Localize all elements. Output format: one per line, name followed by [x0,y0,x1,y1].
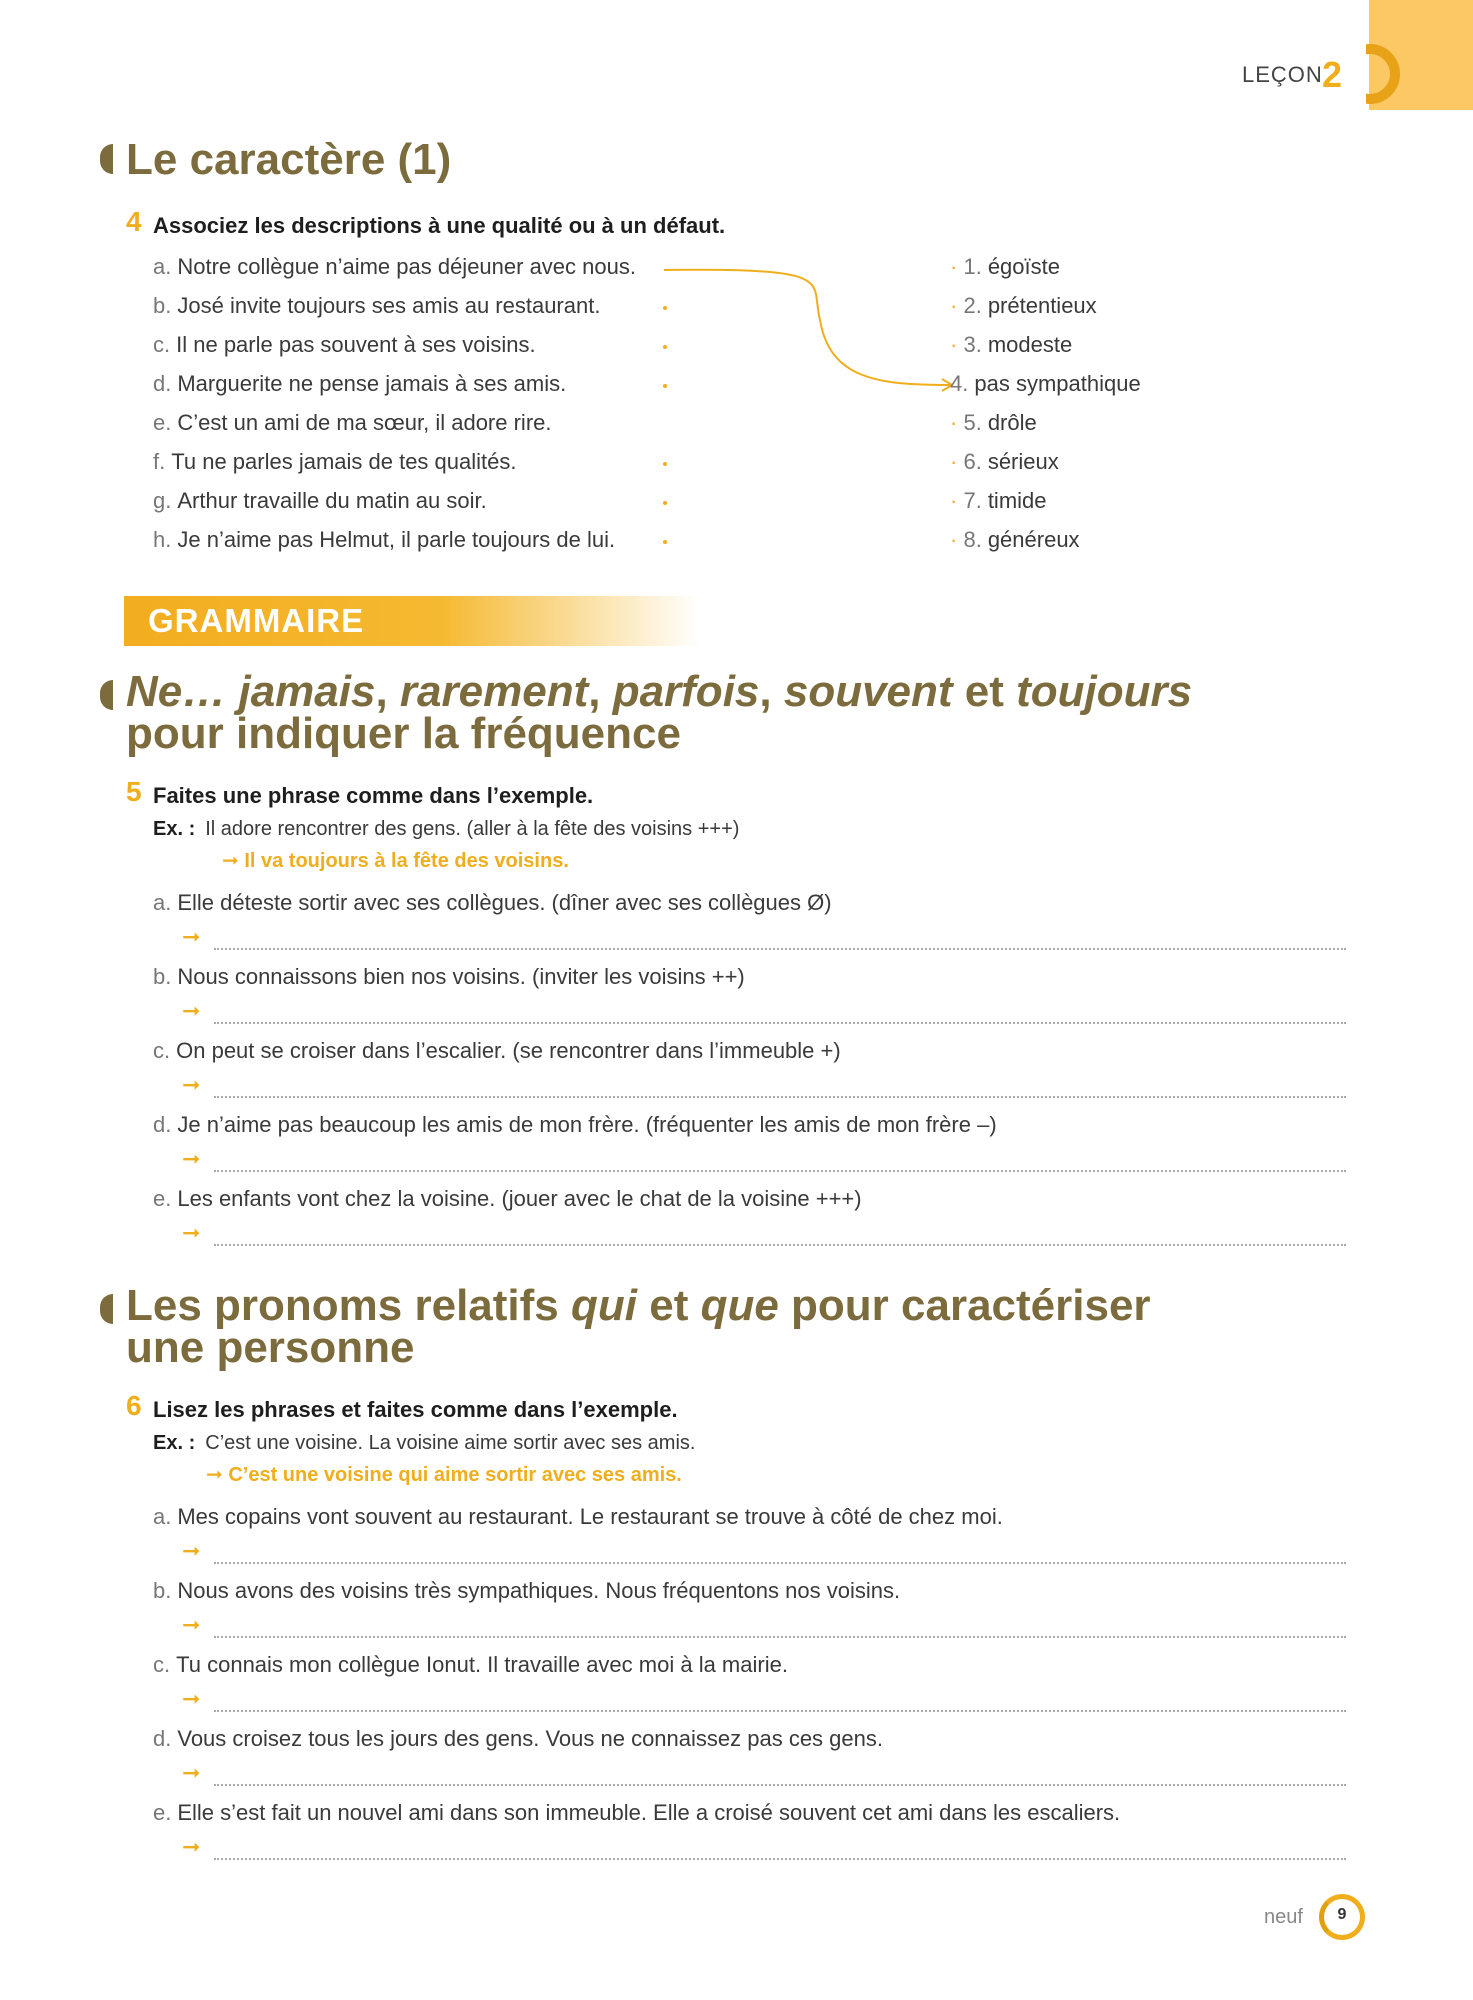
section2-title-line1: Ne… jamais, rarement, parfois, souvent et toujours [126,667,1193,716]
arrow-icon: ➞ [182,1538,201,1563]
lecon-number: 2 [1322,54,1343,95]
example-answer: ➞ C’est une voisine qui aime sortir avec ses amis. [206,1464,682,1486]
lecon-circle-icon [1366,44,1400,104]
arrow-icon: ➞ [182,1220,201,1245]
match-item: c. Il ne parle pas souvent à ses voisins. [153,332,536,357]
exercise-item: b. Nous connaissons bien nos voisins. (inviter les voisins ++) [153,964,745,989]
match-dot[interactable] [663,462,667,466]
lecon-label: LEÇON [1242,62,1323,87]
answer-line[interactable] [214,948,1346,950]
answer-line[interactable] [214,1784,1346,1786]
arrow-icon: ➞ [182,924,201,949]
match-option: 4. pas sympathique [950,371,1141,396]
page-number: 9 [1337,1906,1347,1923]
arrow-icon: ➞ [182,1760,201,1785]
arrow-icon: ➞ [182,1612,201,1637]
exercise-item: a. Mes copains vont souvent au restaurant. Le restaurant se trouve à côté de chez moi. [153,1504,1003,1529]
match-item: h. Je n’aime pas Helmut, il parle toujours de lui. [153,527,616,552]
section-bullet-icon [100,1294,113,1324]
exercise-number: 4 [126,206,142,237]
match-option: · 8. généreux [950,527,1080,552]
match-item: d. Marguerite ne pense jamais à ses amis. [153,371,567,396]
exercise-number: 5 [126,776,142,807]
match-item: b. José invite toujours ses amis au restaurant. [153,293,601,318]
answer-line[interactable] [214,1710,1346,1712]
section3-title-line1: Les pronoms relatifs qui et que pour caractériser [126,1281,1151,1330]
arrow-icon: ➞ [182,1072,201,1097]
section2-title-line2: pour indiquer la fréquence [126,709,681,758]
answer-line[interactable] [214,1858,1346,1860]
match-connector-line [660,260,960,400]
exercise-item: e. Les enfants vont chez la voisine. (jouer avec le chat de la voisine +++) [153,1186,862,1211]
arrow-icon: ➞ [182,1146,201,1171]
match-option: · 5. drôle [950,410,1037,435]
arrow-icon: ➞ [182,1834,201,1859]
section3-title-line2: une personne [126,1323,415,1372]
section-bullet-icon [100,144,113,174]
answer-line[interactable] [214,1636,1346,1638]
answer-line[interactable] [214,1244,1346,1246]
match-option: · 3. modeste [950,332,1073,357]
arrow-icon: ➞ [182,1686,201,1711]
match-option: · 1. égoïste [950,254,1060,279]
answer-line[interactable] [214,1170,1346,1172]
example: Ex. : Il adore rencontrer des gens. (aller à la fête des voisins +++) [153,818,740,840]
answer-line[interactable] [214,1562,1346,1564]
match-option: · 7. timide [950,488,1047,513]
match-item: g. Arthur travaille du matin au soir. [153,488,487,513]
exercise-item: a. Elle déteste sortir avec ses collègues. (dîner avec ses collègues Ø) [153,890,832,915]
match-dot[interactable] [663,501,667,505]
exercise-instruction: Lisez les phrases et faites comme dans l’exemple. [153,1397,678,1422]
match-item: a. Notre collègue n’aime pas déjeuner avec nous. [153,254,636,279]
example-answer: ➞ Il va toujours à la fête des voisins. [222,850,569,872]
match-option: · 6. sérieux [950,449,1059,474]
exercise-item: b. Nous avons des voisins très sympathiques. Nous fréquentons nos voisins. [153,1578,901,1603]
section1-title: Le caractère (1) [126,135,452,184]
exercise-item: d. Vous croisez tous les jours des gens. Vous ne connaissez pas ces gens. [153,1726,883,1751]
arrow-icon: ➞ [182,998,201,1023]
grammaire-banner-label: GRAMMAIRE [148,602,365,639]
match-item: f. Tu ne parles jamais de tes qualités. [153,449,517,474]
match-option: · 2. prétentieux [950,293,1097,318]
exercise-item: e. Elle s’est fait un nouvel ami dans son immeuble. Elle a croisé souvent cet ami dans les escaliers. [153,1800,1121,1825]
example: Ex. : C’est une voisine. La voisine aime sortir avec ses amis. [153,1432,696,1454]
exercise-item: d. Je n’aime pas beaucoup les amis de mon frère. (fréquenter les amis de mon frère –) [153,1112,997,1137]
match-dot[interactable] [663,540,667,544]
answer-line[interactable] [214,1022,1346,1024]
answer-line[interactable] [214,1096,1346,1098]
exercise-item: c. On peut se croiser dans l’escalier. (se rencontrer dans l’immeuble +) [153,1038,841,1063]
match-item: e. C’est un ami de ma sœur, il adore rire. [153,410,552,435]
exercise-number: 6 [126,1390,142,1421]
exercise-instruction: Faites une phrase comme dans l’exemple. [153,783,594,808]
exercise-item: c. Tu connais mon collègue Ionut. Il travaille avec moi à la mairie. [153,1652,788,1677]
exercise-instruction: Associez les descriptions à une qualité ou à un défaut. [153,213,726,238]
section-bullet-icon [100,680,113,710]
page-word: neuf [1264,1906,1303,1928]
